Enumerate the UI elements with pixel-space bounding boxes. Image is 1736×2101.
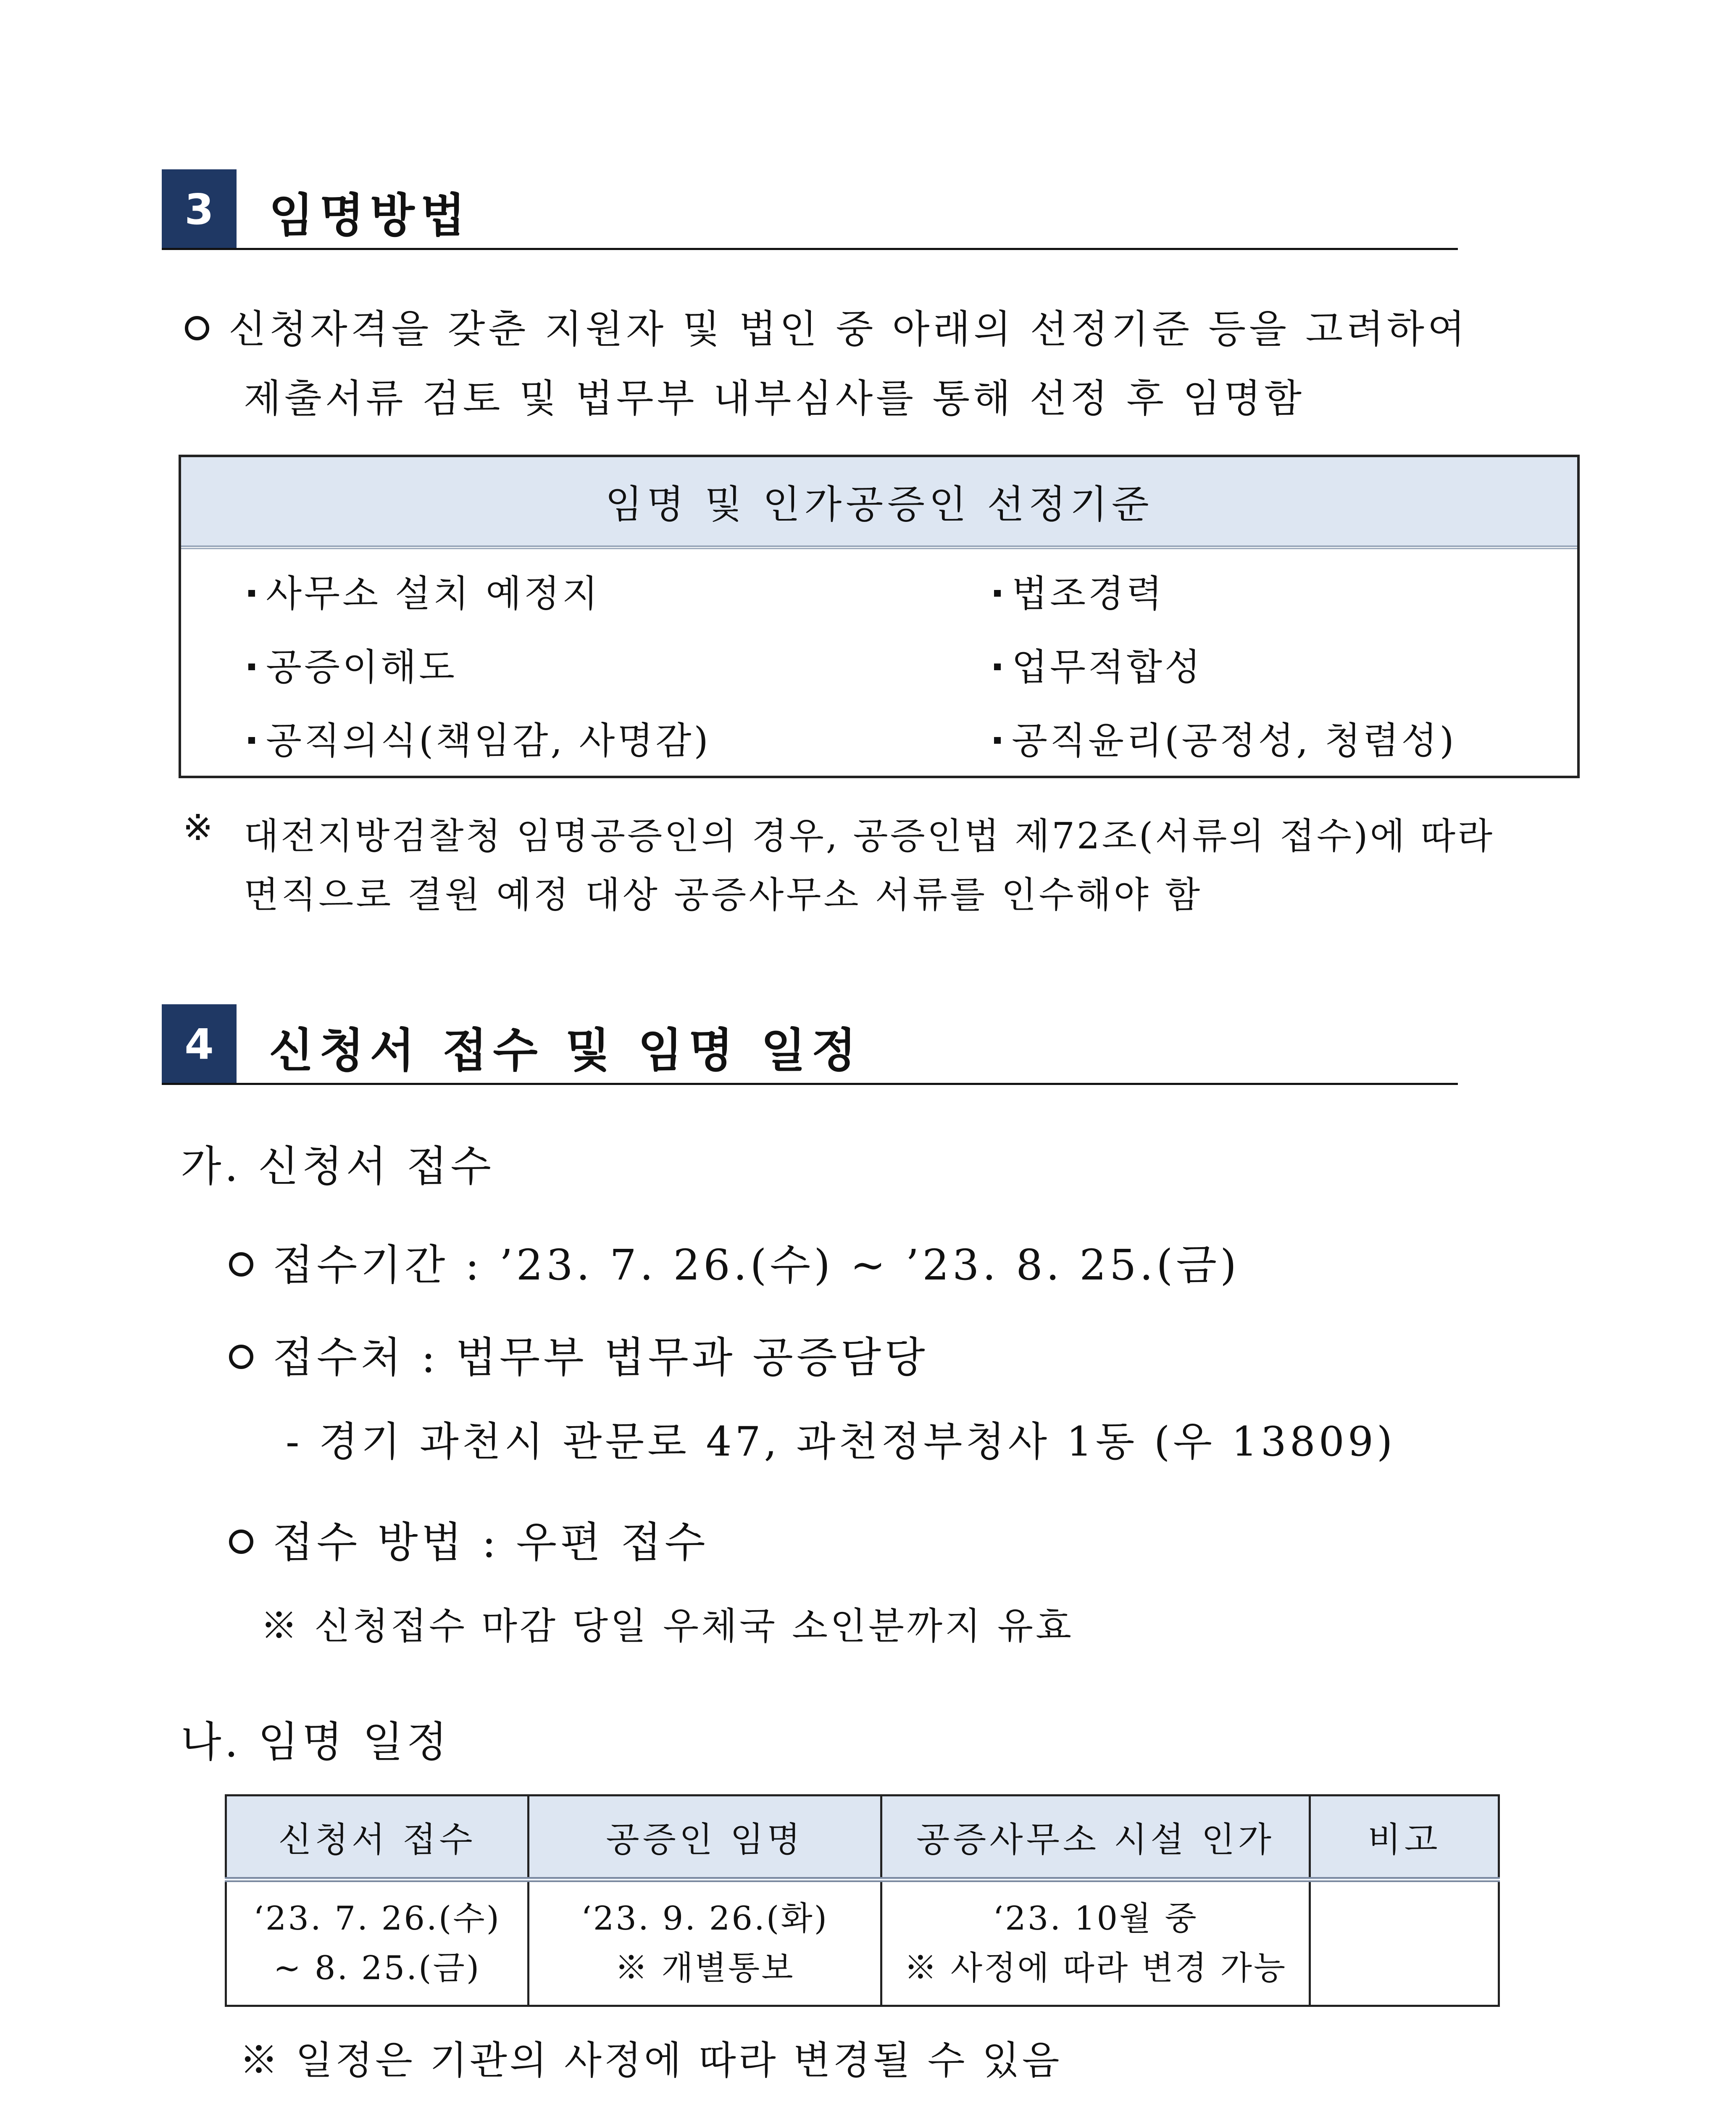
table-header-cell: 공증인 임명 [529, 1796, 881, 1880]
section-3-bullet-line-1: 신청자격을 갖춘 지원자 및 법인 중 아래의 선정기준 등을 고려하여 [185, 298, 1468, 354]
criteria-header-divider [181, 548, 1577, 549]
schedule-footnote: ※ 일정은 기관의 사정에 따라 변경될 수 있음 [239, 2038, 1062, 2083]
section-3-note-line-2: 면직으로 결원 예정 대상 공증사무소 서류를 인수해야 함 [244, 874, 1203, 916]
circle-bullet-icon [185, 316, 209, 340]
subsection-a-title: 가. 신청서 접수 [181, 1142, 494, 1191]
section-3-note-line-1: 대전지방검찰청 임명공증인의 경우, 공증인법 제72조(서류의 접수)에 따라 [244, 815, 1495, 857]
table-cell-application: ‘23. 7. 26.(수) ~ 8. 25.(금) [226, 1880, 529, 2006]
section-3-bullet-line-2: 제출서류 검토 및 법무부 내부심사를 통해 선정 후 임명함 [244, 376, 1305, 421]
criteria-item: 공직의식(책임감, 사명감) [248, 711, 711, 764]
section-4-title: 신청서 접수 및 임명 일정 [269, 1024, 862, 1077]
reception-address: - 경기 과천시 관문로 47, 과천정부청사 1동 (우 13809) [286, 1418, 1396, 1465]
reception-method-note: ※ 신청접수 마감 당일 우체국 소인분까지 유효 [260, 1604, 1074, 1648]
section-3-number-badge: 3 [162, 169, 237, 249]
table-cell-facility-approval: ‘23. 10월 중 ※ 사정에 따라 변경 가능 [881, 1880, 1310, 2006]
reception-place: 접수처 : 법무부 법무과 공증담당 [229, 1324, 928, 1384]
circle-bullet-icon [229, 1530, 253, 1554]
schedule-table [225, 1794, 1500, 2007]
table-header-cell: 공증사무소 시설 인가 [881, 1796, 1310, 1880]
circle-bullet-icon [229, 1252, 253, 1277]
criteria-item: 법조경력 [994, 564, 1165, 617]
section-4-underline [162, 1083, 1458, 1085]
criteria-item: 공증이해도 [248, 638, 457, 691]
section-3-note-symbol: ※ [183, 807, 216, 849]
criteria-item: 공직윤리(공정성, 청렴성) [994, 711, 1457, 764]
criteria-item: 사무소 설치 예정지 [248, 564, 600, 617]
schedule-table-header-row [226, 1796, 1499, 1880]
table-header-cell: 비고 [1310, 1796, 1499, 1880]
section-4-number-badge: 4 [162, 1004, 237, 1084]
circle-bullet-icon [229, 1345, 253, 1369]
section-3-title: 임명방법 [269, 189, 471, 242]
table-cell-appointment: ‘23. 9. 26.(화) ※ 개별통보 [529, 1880, 881, 2006]
reception-period: 접수기간 : ’23. 7. 26.(수) ~ ’23. 8. 25.(금) [229, 1231, 1240, 1292]
subsection-b-title: 나. 임명 일정 [181, 1717, 451, 1767]
section-3-underline [162, 248, 1458, 250]
criteria-item: 업무적합성 [994, 638, 1203, 691]
criteria-header: 임명 및 인가공증인 선정기준 [181, 457, 1577, 547]
criteria-box [179, 455, 1580, 778]
table-row [226, 1880, 1499, 2006]
table-header-cell: 신청서 접수 [226, 1796, 529, 1880]
reception-method: 접수 방법 : 우편 접수 [229, 1509, 709, 1569]
table-cell-remarks [1310, 1880, 1499, 2006]
